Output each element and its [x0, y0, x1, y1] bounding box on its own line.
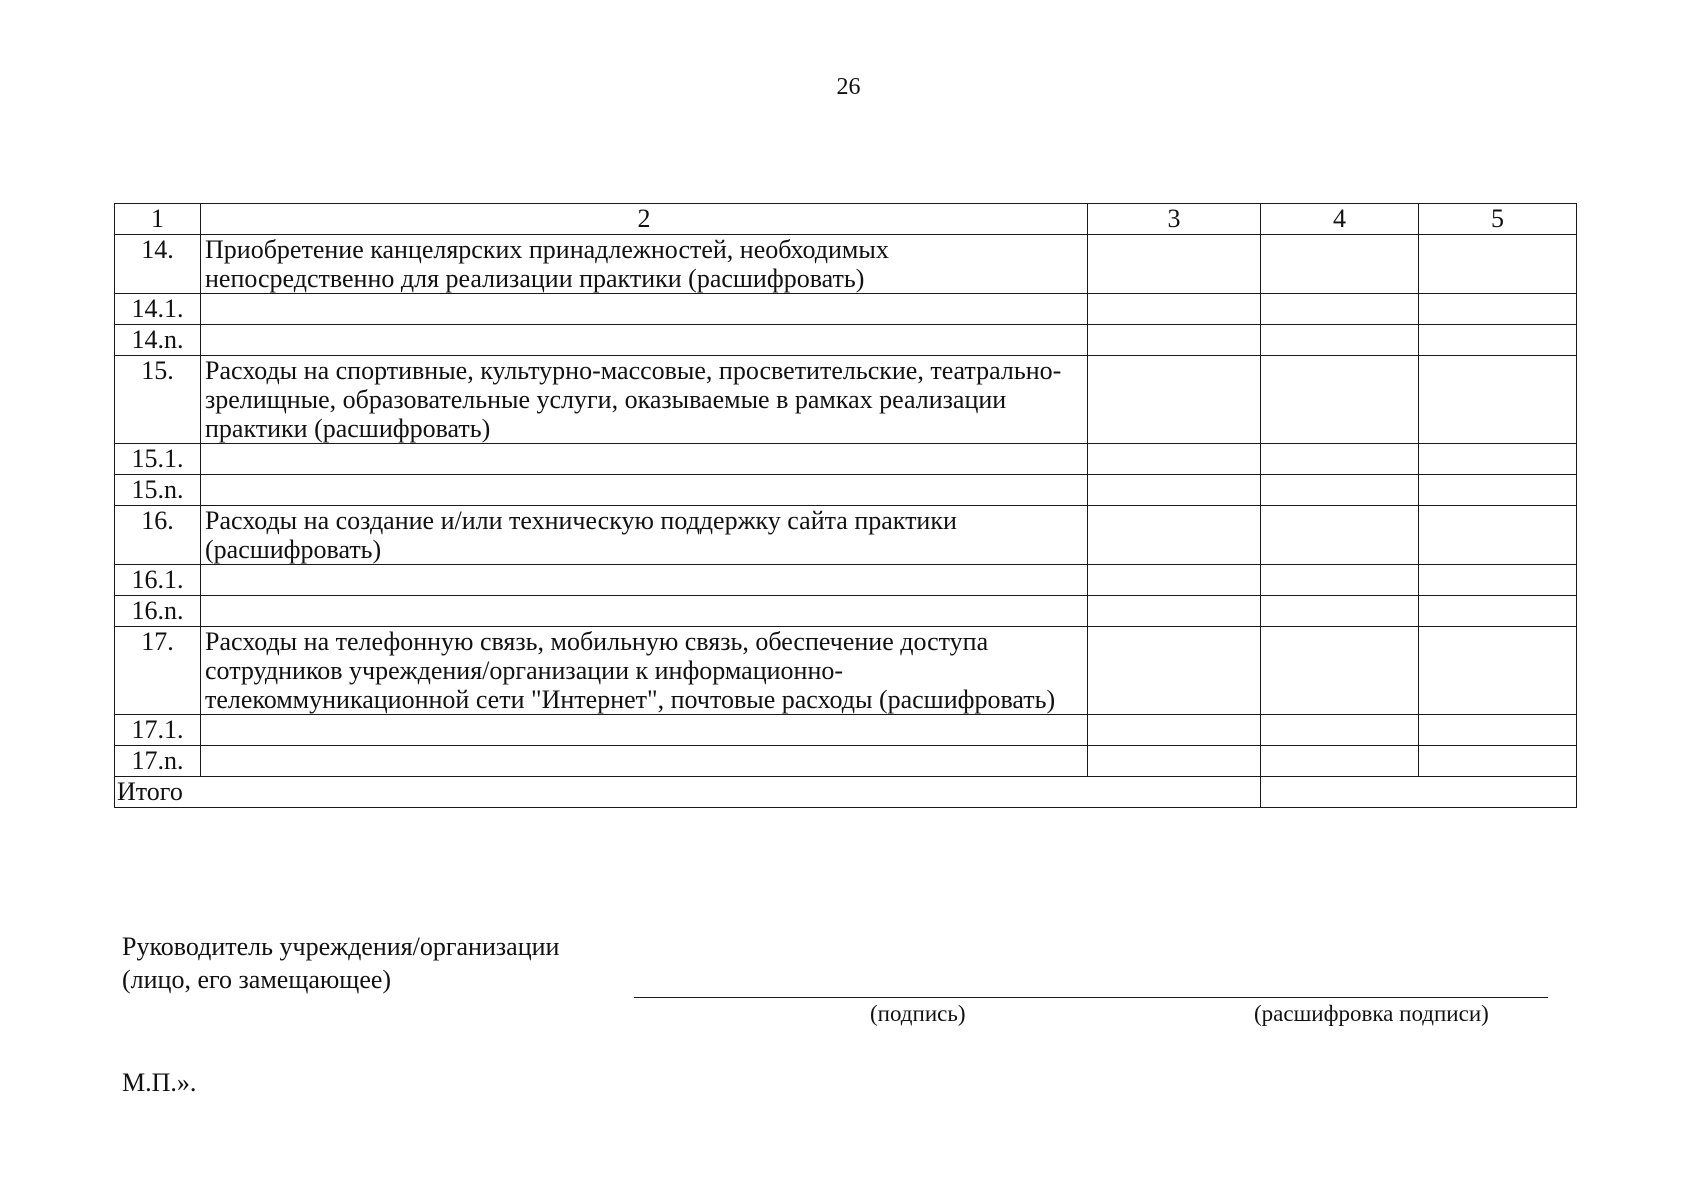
- signature-line: [634, 997, 1548, 998]
- row-number: 15.n.: [115, 475, 201, 506]
- cell-col5: [1419, 596, 1577, 627]
- cell-col4: [1261, 596, 1419, 627]
- cell-col4: [1261, 565, 1419, 596]
- cell-col5: [1419, 475, 1577, 506]
- cell-col5: [1419, 746, 1577, 777]
- row-description: [201, 746, 1088, 777]
- signatory-title: Руководитель учреждения/организации: [122, 932, 560, 961]
- stamp-place-label: М.П.».: [122, 1068, 197, 1097]
- cell-col5: [1419, 294, 1577, 325]
- table-row: [115, 294, 1577, 325]
- row-number: 17.n.: [115, 746, 201, 777]
- table-row: [115, 444, 1577, 475]
- cell-col4: [1261, 627, 1419, 715]
- table-row: [115, 627, 1577, 715]
- cell-col5: [1419, 565, 1577, 596]
- column-header: 2: [201, 204, 1088, 235]
- cell-col3: [1088, 565, 1261, 596]
- table-row: [115, 325, 1577, 356]
- cell-col3: [1088, 746, 1261, 777]
- cell-col4: [1261, 235, 1419, 294]
- column-header: 4: [1261, 204, 1419, 235]
- row-number: 14.: [115, 235, 201, 294]
- row-description: Расходы на спортивные, культурно-массовые, просветительские, театрально-зрелищные, образовательные услуги, оказываемые в рамках реализации практики (расшифровать): [201, 356, 1088, 444]
- column-header: 1: [115, 204, 201, 235]
- table-row: [115, 746, 1577, 777]
- cell-col4: [1261, 325, 1419, 356]
- signatory-note: (лицо, его замещающее): [122, 965, 392, 994]
- cell-col3: [1088, 715, 1261, 746]
- cell-col5: [1419, 506, 1577, 565]
- column-header: 3: [1088, 204, 1261, 235]
- cell-col4: [1261, 475, 1419, 506]
- cell-col4: [1261, 506, 1419, 565]
- signature-block: [122, 930, 559, 996]
- row-description: Приобретение канцелярских принадлежностей, необходимых непосредственно для реализации практики (расшифровать): [201, 235, 1088, 294]
- row-description: [201, 565, 1088, 596]
- table-row: [115, 596, 1577, 627]
- row-description: [201, 294, 1088, 325]
- cell-col5: [1419, 444, 1577, 475]
- cell-col3: [1088, 596, 1261, 627]
- table-row: [115, 356, 1577, 444]
- cell-col4: [1261, 715, 1419, 746]
- cell-col3: [1088, 506, 1261, 565]
- cell-col3: [1088, 294, 1261, 325]
- row-number: 16.1.: [115, 565, 201, 596]
- page-number: 26: [836, 74, 861, 100]
- row-description: Расходы на телефонную связь, мобильную связь, обеспечение доступа сотрудников учреждения/организации к информационно-телекоммуникационной сети "Интернет", почтовые расходы (расшифровать): [201, 627, 1088, 715]
- cell-col3: [1088, 235, 1261, 294]
- row-description: [201, 715, 1088, 746]
- cell-col5: [1419, 715, 1577, 746]
- row-number: 15.1.: [115, 444, 201, 475]
- table-header-row: [115, 204, 1577, 235]
- row-number: 17.: [115, 627, 201, 715]
- row-description: [201, 444, 1088, 475]
- cell-col5: [1419, 356, 1577, 444]
- cell-col3: [1088, 627, 1261, 715]
- row-number: 17.1.: [115, 715, 201, 746]
- row-description: [201, 325, 1088, 356]
- table-row: [115, 506, 1577, 565]
- row-number: 16.n.: [115, 596, 201, 627]
- total-row: [115, 777, 1577, 808]
- budget-table: [114, 203, 1577, 808]
- table-row: [115, 565, 1577, 596]
- cell-col4: [1261, 746, 1419, 777]
- cell-col3: [1088, 475, 1261, 506]
- table-row: [115, 235, 1577, 294]
- row-description: Расходы на создание и/или техническую поддержку сайта практики (расшифровать): [201, 506, 1088, 565]
- cell-col3: [1088, 444, 1261, 475]
- cell-col4: [1261, 356, 1419, 444]
- signature-caption: (подпись): [870, 1001, 966, 1026]
- row-description: [201, 596, 1088, 627]
- row-description: [201, 475, 1088, 506]
- cell-col4: [1261, 444, 1419, 475]
- total-value-cell: [1261, 777, 1577, 808]
- signature-decode-caption: (расшифровка подписи): [1254, 1001, 1489, 1026]
- column-header: 5: [1419, 204, 1577, 235]
- row-number: 15.: [115, 356, 201, 444]
- row-number: 14.n.: [115, 325, 201, 356]
- row-number: 16.: [115, 506, 201, 565]
- cell-col4: [1261, 294, 1419, 325]
- table-row: [115, 715, 1577, 746]
- cell-col5: [1419, 235, 1577, 294]
- cell-col5: [1419, 627, 1577, 715]
- cell-col3: [1088, 325, 1261, 356]
- cell-col5: [1419, 325, 1577, 356]
- row-number: 14.1.: [115, 294, 201, 325]
- table-row: [115, 475, 1577, 506]
- total-label: Итого: [115, 777, 1261, 808]
- cell-col3: [1088, 356, 1261, 444]
